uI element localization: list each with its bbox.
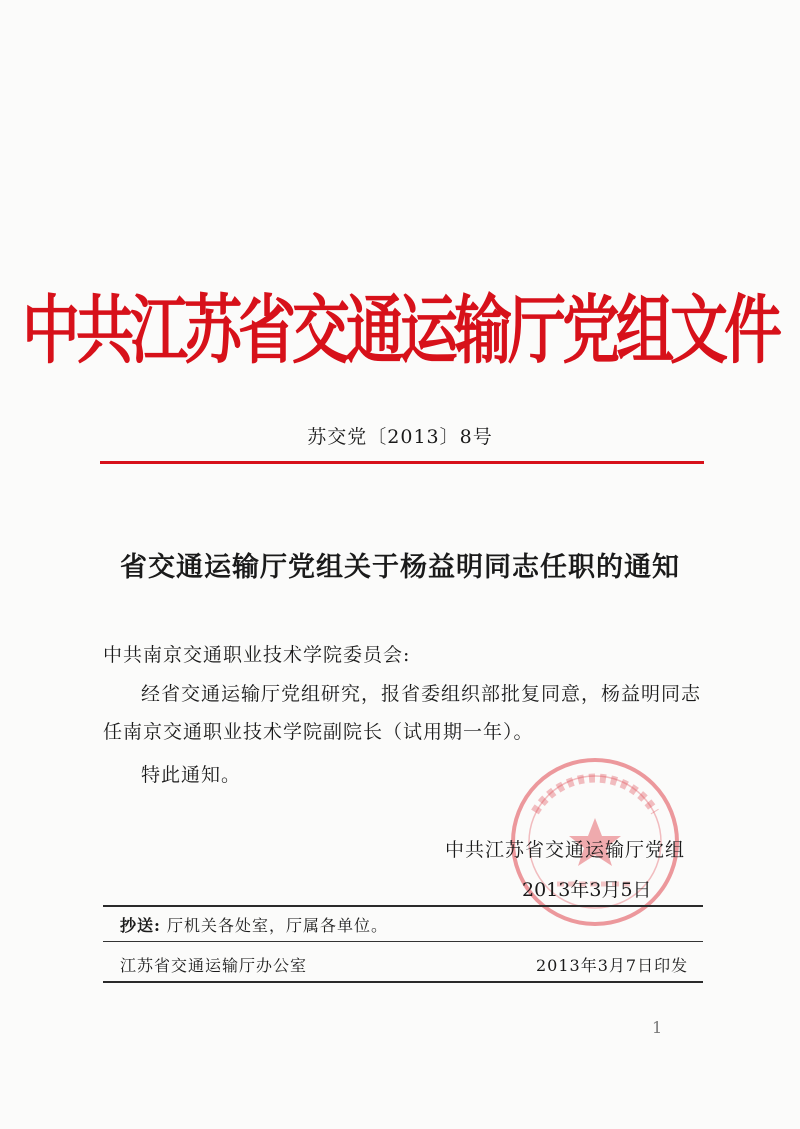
cc-recipients: 厅机关各处室，厅属各单位。 (167, 916, 389, 935)
footer-middle-rule (103, 941, 703, 942)
page-number: 1 (652, 1018, 663, 1037)
print-date: 2013年3月7日印发 (536, 956, 689, 975)
footer-top-rule (103, 905, 703, 907)
closing-line: 特此通知。 (141, 764, 242, 786)
document-header-title: 中共江苏省交通运输厅党组文件 (21, 286, 778, 374)
red-divider (100, 461, 704, 464)
cc-label: 抄送: (120, 916, 161, 935)
signer-name: 中共江苏省交通运输厅党组 (445, 839, 686, 861)
notice-title: 省交通运输厅党组关于杨益明同志任职的通知 (120, 552, 680, 583)
cc-line (120, 913, 388, 936)
footer-bottom-rule (103, 981, 703, 983)
signature-date: 2013年3月5日 (522, 879, 652, 901)
notice-body: 经省交通运输厅党组研究，报省委组织部批复同意，杨益明同志任南京交通职业技术学院副院长（试用期一年）。 (103, 683, 702, 743)
recipient-line: 中共南京交通职业技术学院委员会: (103, 644, 411, 666)
document-number: 苏交党〔2013〕8号 (307, 426, 493, 448)
issuing-office: 江苏省交通运输厅办公室 (120, 956, 308, 975)
